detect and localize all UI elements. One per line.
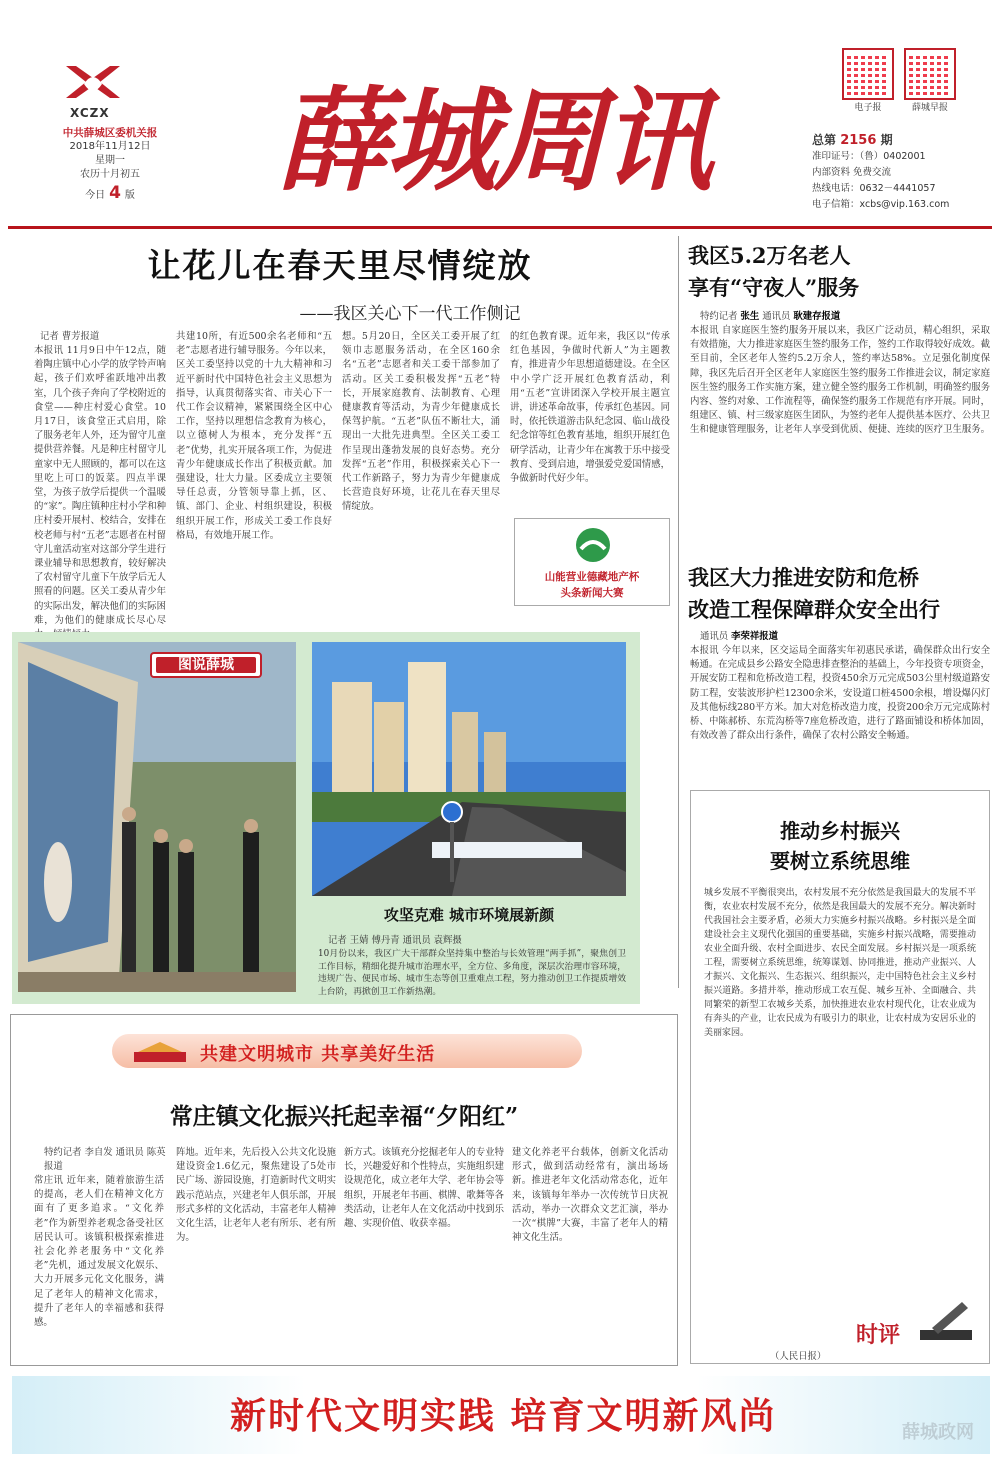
- right2-title-line2: 改造工程保障群众安全出行: [688, 597, 940, 622]
- newspaper-title: [277, 42, 709, 210]
- photo-caption-title: 攻坚克难 城市环境展新颜: [383, 906, 555, 924]
- ribbon-text: 共建文明城市 共享美好生活: [200, 1044, 436, 1065]
- column-divider: [678, 236, 679, 988]
- tiananmen-icon: [130, 1038, 190, 1064]
- issue-number: 总第 2156 期: [812, 133, 893, 148]
- banner-column-2: 阵地。近年来，先后投入公共文化设施建设资金1.6亿元，聚焦建设了5处市民广场、游园设施，打造新时代文明实践示范站点，兴建老年人俱乐部，开展形式多样的文化活动，丰富老年人精神文化生活，让老年人老有所乐、老有所为。: [176, 1147, 336, 1244]
- right1-title-line2: 享有“守夜人”服务: [688, 275, 860, 300]
- commentary-body: 城乡发展不平衡很突出，农村发展不充分依然是我国最大的发展不平衡，农业农村发展不充分，依然是我国最大的发展不充分。解决新时代我国社会主要矛盾，必须大力实施乡村振兴战略。乡村振兴是全面建设社会主义现代化强国的重要基础，实施乡村振兴战略，需要推动农业全面升级、农村全面进步、农民全面发展。乡村振兴是一项系统工程，需要树立系统思维，统筹谋划、协同推进，推动产业振兴、人才振兴、文化振兴、生态振兴、组织振兴，走中国特色社会主义乡村振兴道路。多措并举，推动形成工农互促、城乡互补、全面融合、共同繁荣的新型工农城乡关系，加快推进农业农村现代化，让农业成为有奔头的产业，让农民成为有吸引力的职业，让农村成为安居乐业的美丽家园。: [704, 888, 976, 1038]
- right-article-1: [688, 240, 988, 304]
- workers-photo: [18, 642, 296, 992]
- sponsor-ad[interactable]: [514, 518, 670, 606]
- banner-column-1: 常庄讯 近年来，随着旅游生活的提高，老人们在精神文化方面有了更多追求。“文化养老”作为新型养老观念备受社区居民认可。该镇积极探索推进社会化养老服务中“文化养老”先机，通过发展文化娱乐、大力开展多元化文化服务，满足了老年人的精神文化需求，提升了老年人的幸福感和获得感。: [34, 1175, 164, 1329]
- photo-caption-body: 10月份以来，我区广大干部群众坚持集中整治与长效管理“两手抓”，聚焦创卫工作目标，精细化提升城市治理水平，全方位、多角度，深层次治理市容环境，违规广告、便民市场、城市生态等创卫重难点工程，努力推动创卫工作提质增效上台阶，再掀创卫工作新热潮。: [318, 949, 626, 997]
- permit: 准印证号：（鲁）0402001: [812, 151, 926, 162]
- lead-column-4: 的红色教育课。近年来，我区以“传承红色基因，争做时代新人”为主题教育，推进青少年思想道德建设。在全区中小学广泛开展红色教育活动，利用“五老”宣讲团深入学校开展主题宣讲，讲述革命故事，传承红色基因。同时，依托铁道游击队纪念园、临山战役纪念馆等红色教育基地，组织开展红色研学活动，让青少年在寓教于乐中接受教育、受到启迪，增强爱党爱国情感，争做新时代好少年。: [510, 331, 670, 485]
- lead-subhead: ——我区关心下一代工作侧记: [299, 304, 521, 324]
- commentary-label: 时评: [856, 1323, 901, 1348]
- lead-heading: [10, 240, 670, 324]
- sponsor-line-1: 山能营业德藏地产杯: [544, 571, 640, 583]
- photo-byline: 记者 王婧 傅丹青 通讯员 袁辉摄: [328, 935, 462, 946]
- newspaper-title-text: 薛城周讯: [277, 76, 709, 207]
- banner-byline: 特约记者 李自发 通讯员 陈英报道: [44, 1147, 166, 1172]
- qr-code-1[interactable]: 电子报: [842, 48, 894, 113]
- lead-column-2: 共建10所，有近500余名老师和“五老”志愿者进行辅导服务。今年以来，区关工委坚持以党的十九大精神和习近平新时代中国特色社会主义思想为指导，认真贯彻落实省、市关心下一代工作会议精神，紧紧围绕全区中心工作，坚持以理想信念教育为核心，以立德树人为根本，充分发挥“五老”优势，扎实开展各项工作，为促进青少年健康成长作出了积极贡献。加强建设，壮大力量。区委成立主要领导任总责，分管领导靠上抓，区、镇、部门、企业、村组织建设，积极组织开展工作，形成关工委工作良好格局，有效地开展工作。: [176, 331, 332, 541]
- right1-title-line1: 我区5.2万名老人: [688, 243, 851, 268]
- right2-byline: 通讯员 李荣祥报道: [700, 631, 779, 642]
- commentary-source: （人民日报）: [770, 1351, 827, 1362]
- lead-byline: 记者 曹芳报道: [40, 331, 100, 342]
- masthead-divider: [8, 226, 992, 229]
- weekday: 星期一: [95, 155, 125, 166]
- banner-column-3: 新方式。该镇充分挖掘老年人的专业特长，兴趣爱好和个性特点，实施组织建设规范化，成立老年大学、老年协会等组织，开展老年书画、棋牌、歌舞等各类活动，让老年人在文化活动中找到乐趣、实现价值、收获幸福。: [344, 1147, 504, 1230]
- org-name: 中共薛城区委机关报: [62, 127, 158, 139]
- watermark: 薛城政网: [902, 1422, 974, 1443]
- sponsor-line-2: 头条新闻大赛: [560, 587, 624, 599]
- footer-slogan: 新时代文明实践 培育文明新风尚: [230, 1396, 777, 1437]
- banner-column-4: 建文化养老平台载体，创新文化活动形式，做到活动经常有，演出场场新。推进老年文化活动常态化，近年来，该镇每年举办一次传统节日庆祝活动，举办一次群众文艺汇演，举办一次“棋牌”大赛，丰富了老年人的精神文化生活。: [512, 1147, 668, 1244]
- qr-code-2[interactable]: 薛城早报: [904, 48, 956, 113]
- sponsor-logo-icon: [573, 525, 613, 565]
- right1-byline: 特约记者 张生 通讯员 耿建存报道: [700, 311, 841, 322]
- page-count: 今日 4 版: [85, 183, 135, 203]
- civilization-ribbon: [112, 1034, 582, 1068]
- footer-banner: [12, 1376, 990, 1454]
- issue-date: 2018年11月12日: [69, 141, 151, 152]
- email: 电子信箱：xcbs@vip.163.com: [812, 199, 950, 210]
- commentary-title: 推动乡村振兴 要树立系统思维: [770, 819, 910, 873]
- street-photo: [312, 642, 626, 896]
- right2-title-line1: 我区大力推进安防和危桥: [688, 565, 919, 590]
- right1-body: 本报讯 自家庭医生签约服务开展以来，我区广泛动员，精心组织，采取有效措施，大力推进家庭医生签约服务工作，签约工作取得较好成效。截至目前，全区老年人签约5.2万余人，签约率达58%。立足强化制度保障，我区先后召开全区老年人家庭医生签约服务工作推进会议，制定家庭医生签约服务工作实施方案，建立健全签约服务工作机制，明确签约服务内容、签约对象、工作流程等，确保签约服务工作规范有序开展。同时，组建区、镇、村三级家庭医生团队，为签约老年人提供基本医疗、公共卫生和健康管理服务，让老年人享受到优质、便捷、连续的医疗卫生服务。: [690, 325, 991, 436]
- photo-label-badge: [150, 652, 262, 678]
- internal-note: 内部资料 免费交流: [812, 167, 892, 178]
- logo-text: XCZX: [70, 106, 110, 120]
- masthead-info: [20, 126, 200, 203]
- lead-column-1: 本报讯 11月9日中午12点，随着陶庄镇中心小学的放学铃声响起，孩子们欢呼雀跃地冲出教室，几个孩子奔向了学校附近的食堂——种庄村爱心食堂。10月17日，该食堂正式启用，除了服务老年人外，还为留守儿童提供营养餐。凡是种庄村留守儿童家中无人照顾的，都可以在这里吃上可口的饭菜。四点半课堂，为孩子放学后提供一个温暖的“家”。陶庄镇种庄村小学和种庄村委开展村、校结合，安排在校老师与村“五老”志愿者在村留守儿童活动室对这部分学生进行课业辅导和思想教育，较好解决了农村留守儿童下午放学后无人照看的问题。区关工委从青少年的实际出发，解决他们的实际困难，为他们的健康成长尽心尽: [34, 345, 166, 626]
- logo-icon: [62, 62, 124, 106]
- issue-info: [812, 132, 992, 213]
- lunar-date: 农历十月初五: [80, 169, 140, 180]
- right-article-2: [688, 562, 998, 626]
- banner-headline: 常庄镇文化振兴托起幸福“夕阳红”: [169, 1103, 519, 1130]
- photo-label: 图说薛城: [156, 657, 256, 673]
- lead-column-3: 想。5月20日，全区关工委开展了红领巾志愿服务活动，在全区160余名“五老”志愿者和关工委干部参加了活动。区关工委积极发挥“五老”特长，开展家庭教育、法制教育、心理健康教育等活动，为青少年健康成长保驾护航。“五老”队伍不断壮大，涌现出一大批先进典型。全区关工委工作呈现出蓬勃发展的良好态势。充分发挥“五老”作用，积极探索关心下一代工作新路子，努力为青少年健康成长营造良好环境，让花儿在春天里尽情绽放。: [342, 331, 500, 513]
- right2-body: 本报讯 今年以来，区交运局全面落实年初惠民承诺，确保群众出行安全畅通。在完成县乡公路安全隐患排查整治的基础上，今年投资专项资金，开展安防工程和危桥改造工程，投资450余万元完成503公里村级道路安防工程，安装波形护栏12300余米，安设道口桩4500余根，增设爆闪灯及其他标线280平方米。加大对危桥改造力度，投资200余万元完成陈村桥、中陈郝桥、东荒沟桥等7座危桥改造，进行了路面铺设和桥体加固，有效改善了群众出行条件，确保了农村公路安全畅通。: [690, 645, 991, 742]
- pen-icon: [912, 1300, 978, 1344]
- lead-headline: 让花儿在春天里尽情绽放: [147, 246, 533, 285]
- hotline: 热线电话：0632－4441057: [812, 183, 936, 194]
